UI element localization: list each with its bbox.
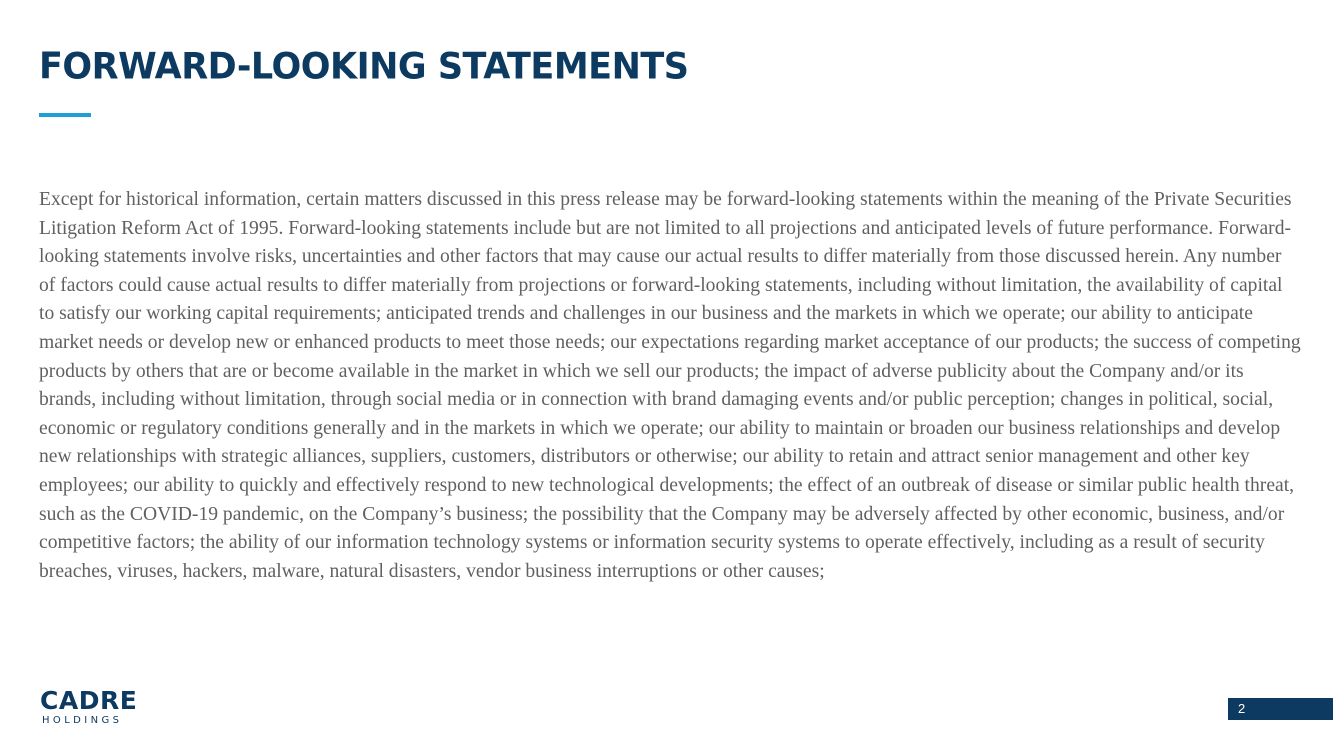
forward-looking-statement-text: Except for historical information, certain matters discussed in this press release may be forward-looking statements within the meaning of the Private Securities Litigation Reform Act of 1995. Forward-looking statements include but are not limited to all projections and anticipated levels of future performance. Forward-looking statements involve risks, uncertainties and other factors that may cause our actual results to differ materially from those discussed herein. Any number of factors could cause actual results to differ materially from projections or forward-looking statements, including without limitation, the availability of capital to satisfy our working capital requirements; anticipated trends and challenges in our business and the markets in which we operate; our ability to anticipate market needs or develop new or enhanced products to meet those needs; our expectations regarding market acceptance of our products; the success of competing products by others that are or become available in the market in which we sell our products; the impact of adverse publicity about the Company and/or its brands, including without limitation, through social media or in connection with brand damaging events and/or public perception; changes in political, social, economic or regulatory conditions generally and in the markets in which we operate; our ability to maintain or broaden our business relationships and develop new relationships with strategic alliances, suppliers, customers, distributors or otherwise; our ability to retain and attract senior management and other key employees; our ability to quickly and effectively respond to new technological developments; the effect of an outbreak of disease or similar public health threat, such as the COVID-19 pandemic, on the Company’s business; the possibility that the Company may be adversely affected by other economic, business, and/or competitive factors; the ability of our information technology systems or information security systems to operate effectively, including as a result of security breaches, viruses, hackers, malware, natural disasters, vendor business interruptions or other causes; <box>39 189 1301 582</box>
logo-wordmark: CADRE <box>40 686 138 715</box>
title-accent-bar <box>39 113 91 117</box>
cadre-holdings-logo <box>40 688 146 730</box>
page-number: 2 <box>1238 701 1246 716</box>
slide-title: FORWARD-LOOKING STATEMENTS <box>39 46 689 88</box>
logo-subtitle: HOLDINGS <box>42 715 123 726</box>
page-number-box <box>1228 698 1333 720</box>
